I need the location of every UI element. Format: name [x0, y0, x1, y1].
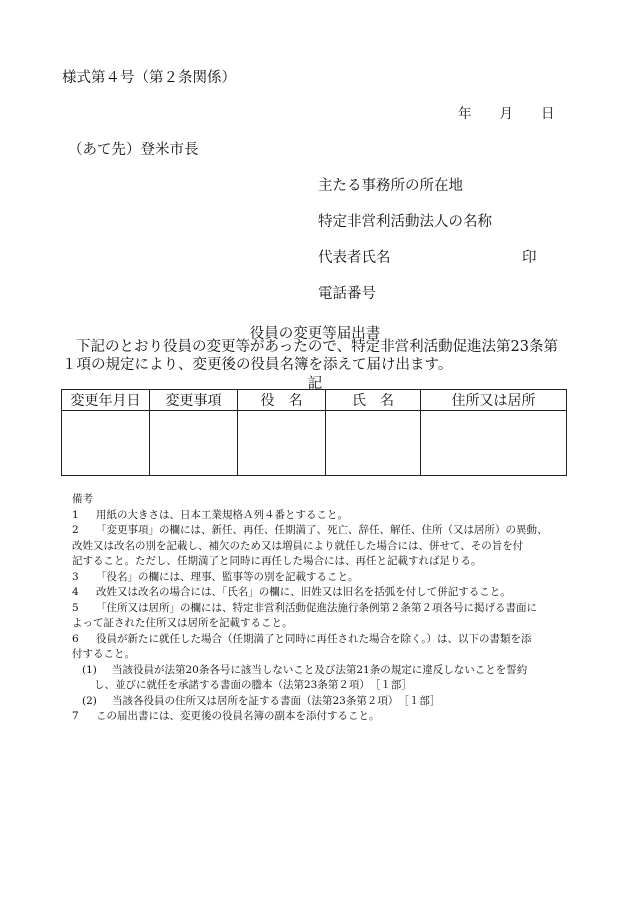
ki-mark: 記 — [307, 376, 323, 392]
header-address: 住所又は居所 — [421, 390, 567, 411]
cell-address[interactable] — [421, 411, 567, 476]
cell-position[interactable] — [238, 411, 326, 476]
addressee: （あて先）登米市長 — [68, 142, 199, 158]
cell-change-item[interactable] — [150, 411, 238, 476]
note-line: 改姓又は改名の別を記載し、補欠のため又は増員により就任した場合には、併せて、その旨を付 — [72, 539, 524, 552]
header-change-item: 変更事項 — [150, 390, 238, 411]
note-number: 1 — [72, 508, 79, 521]
note-number: 7 — [72, 710, 79, 722]
table-header-row — [62, 390, 567, 411]
cell-change-date[interactable] — [62, 411, 150, 476]
note-line: 付すること。 — [72, 648, 135, 660]
sub-note-number: (1) — [82, 663, 97, 676]
notes-section — [72, 492, 548, 725]
document-title: 役員の変更等届出書 — [249, 326, 381, 342]
office-address-label: 主たる事務所の所在地 — [318, 178, 463, 194]
note-line: よって証された住所又は居所を記載すること。 — [72, 617, 293, 629]
note-line: 役員が新たに就任した場合（任期満了と同時に再任された場合を除く。）は、以下の書類を添 — [96, 632, 532, 645]
date-year: 年 — [458, 106, 472, 122]
sub-note-number: (2) — [82, 694, 97, 707]
sub-note-line: し、並びに就任を承諾する書面の謄本（法第23条第２項） ［１部］ — [94, 679, 412, 691]
note-number: 3 — [72, 570, 79, 583]
body-text: 下記のとおり役員の変更等があったので、特定非営利活動促進法第23条第１項の規定により、変更後の役員名簿を添えて届け出ます。 — [62, 339, 559, 373]
note-line: 「役名」の欄には、理事、監事等の別を記載すること。 — [96, 570, 359, 583]
date-month: 月 — [499, 106, 513, 122]
date-line — [458, 102, 555, 122]
npo-name-label: 特定非営利活動法人の名称 — [318, 214, 492, 230]
note-line: 「住所又は居所」の欄には、特定非営利活動促進法施行条例第２条第２項各号に掲げる書面に — [96, 601, 537, 614]
date-day: 日 — [541, 106, 555, 122]
note-line: この届出書には、変更後の役員名簿の副本を添付すること。 — [96, 710, 380, 722]
note-number: 2 — [72, 524, 79, 536]
cell-name[interactable] — [326, 411, 421, 476]
note-number: 6 — [72, 632, 79, 645]
notes-heading: 備考 — [72, 493, 93, 505]
sub-note-line: 当該役員が法第20条各号に該当しないこと及び法第21条の規定に違反しないことを誓約 — [112, 663, 528, 676]
representative-label: 代表者氏名 — [318, 250, 391, 266]
note-line: 記すること。ただし、任期満了と同時に再任した場合には、再任と記載すれば足りる。 — [72, 555, 482, 567]
table-row — [62, 411, 567, 476]
header-position: 役 名 — [238, 390, 326, 411]
seal-mark: 印 — [522, 250, 537, 266]
note-number: 5 — [72, 601, 79, 614]
change-table — [61, 389, 567, 476]
header-name: 氏 名 — [326, 390, 421, 411]
note-line: 改姓又は改名の場合には、「氏名」の欄に、旧姓又は旧名を括弧を付して併記すること。 — [96, 586, 511, 598]
sub-note-line: 当該各役員の住所又は居所を証する書面（法第23条第２項） ［１部］ — [112, 694, 441, 707]
note-line: 用紙の大きさは、日本工業規格Ａ列４番とすること。 — [96, 508, 348, 521]
form-number: 様式第４号（第２条関係） — [62, 70, 236, 86]
note-line: 「変更事項」の欄には、新任、再任、任期満了、死亡、辞任、解任、住所（又は居所）の異動、 — [96, 524, 548, 536]
header-change-date: 変更年月日 — [62, 390, 150, 411]
note-number: 4 — [72, 586, 79, 598]
phone-label: 電話番号 — [318, 286, 376, 302]
